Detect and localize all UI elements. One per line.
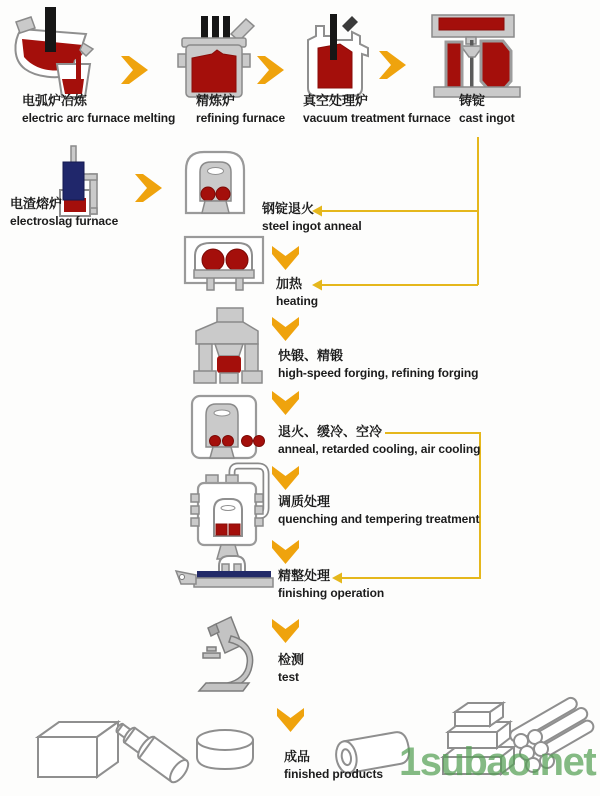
label-electric-arc-furnace xyxy=(22,94,175,126)
label-zh: 真空处理炉 xyxy=(303,94,369,109)
label-zh: 电弧炉冶炼 xyxy=(22,94,88,109)
label-zh: 精炼炉 xyxy=(196,94,236,109)
label-en: cast ingot xyxy=(459,111,515,125)
label-zh: 退火、缓冷、空冷 xyxy=(278,425,383,440)
microscope-icon xyxy=(199,617,253,691)
label-finishing xyxy=(278,569,384,601)
label-en: steel ingot anneal xyxy=(262,219,362,233)
label-zh: 检测 xyxy=(278,653,305,668)
label-en: electric arc furnace melting xyxy=(22,111,176,125)
anneal-cooling-icon xyxy=(192,396,265,458)
label-en: vacuum treatment furnace xyxy=(303,111,451,125)
label-heating xyxy=(276,277,318,309)
product-disc-icon xyxy=(197,730,253,769)
steel-ingot-anneal-icon xyxy=(186,152,244,213)
label-electroslag-furnace xyxy=(10,197,118,229)
label-zh: 铸锭 xyxy=(459,94,486,109)
label-vacuum-treatment-furnace xyxy=(303,94,451,126)
finishing-machine-icon xyxy=(176,556,273,587)
label-en: high-speed forging, refining forging xyxy=(278,366,479,380)
label-quenching-tempering xyxy=(278,495,479,527)
label-steel-ingot-anneal xyxy=(262,202,362,234)
label-refining-furnace xyxy=(196,94,285,126)
heating-furnace-icon xyxy=(185,237,263,290)
label-zh: 快锻、精锻 xyxy=(278,349,344,364)
cast-ingot-icon xyxy=(432,15,520,97)
electric-arc-furnace-icon xyxy=(15,7,93,97)
label-zh: 电渣熔炉 xyxy=(10,197,63,212)
label-zh: 钢锭退火 xyxy=(262,202,315,217)
watermark-1subao: 1subao.net xyxy=(399,740,596,784)
label-en: finished products xyxy=(284,767,383,781)
label-anneal-cooling xyxy=(278,425,480,457)
refining-furnace-icon xyxy=(178,16,254,97)
label-cast-ingot xyxy=(459,94,515,126)
label-forging xyxy=(278,349,478,381)
label-zh: 加热 xyxy=(276,277,303,292)
label-zh: 调质处理 xyxy=(278,495,331,510)
quenching-tempering-icon xyxy=(191,466,266,559)
vacuum-treatment-furnace-icon xyxy=(308,14,368,96)
label-test xyxy=(278,653,304,685)
label-zh: 成品 xyxy=(284,750,311,765)
label-en: test xyxy=(278,670,299,684)
label-zh: 精整处理 xyxy=(278,569,331,584)
flow-arrow-right-icon xyxy=(121,51,406,202)
product-block-icon xyxy=(38,722,118,777)
product-stepped-shaft-icon xyxy=(110,716,191,785)
label-en: heating xyxy=(276,294,318,308)
label-en: electroslag furnace xyxy=(10,214,119,228)
label-en: refining furnace xyxy=(196,111,286,125)
label-en: anneal, retarded cooling, air cooling xyxy=(278,442,481,456)
label-finished-products xyxy=(284,750,383,782)
forging-press-icon xyxy=(194,308,262,383)
label-en: finishing operation xyxy=(278,586,385,600)
label-en: quenching and tempering treatment xyxy=(278,512,480,526)
